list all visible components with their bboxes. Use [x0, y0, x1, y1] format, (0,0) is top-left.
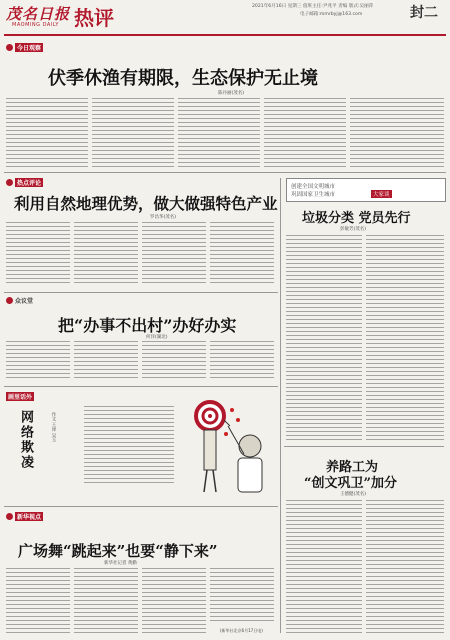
tag-dot-icon	[6, 513, 13, 520]
column-tag-xinhua: 新华视点	[6, 512, 43, 521]
article4-title-line2: “创文巩卫”加分	[304, 476, 397, 491]
article5-body-col3	[142, 568, 206, 634]
article1-body-col5	[350, 98, 444, 168]
column-divider	[280, 178, 281, 633]
article3-body-col3	[142, 341, 206, 381]
article4-body-col2	[366, 500, 444, 636]
sidebar-header-line1: 创建全国文明城市	[291, 184, 336, 190]
column-tag-cartoon: 画里话外	[8, 394, 33, 401]
newspaper-logo-en: MAOMING DAILY	[12, 22, 59, 28]
article3-body-col2	[74, 341, 138, 381]
article1-body-col1	[6, 98, 88, 168]
tag-dot-icon	[6, 297, 13, 304]
article3-body-col1	[6, 341, 70, 381]
sidebar-body-col2	[366, 235, 444, 440]
divider	[4, 292, 278, 293]
article1-title: 伏季休渔有期限，生态保护无止境	[48, 68, 318, 89]
article5-body-col4	[210, 568, 274, 624]
column-tag-discussion: 众议堂	[6, 296, 33, 305]
column-tag-today-view: 今日观察	[6, 43, 43, 52]
article5-title: 广场舞“跳起来”也要“静下来”	[18, 542, 218, 560]
article4-title-line1: 养路工为	[326, 460, 379, 475]
contact-email: 电子邮箱:mmrbyj@163.com	[300, 12, 363, 17]
sidebar-body-col1	[286, 235, 362, 440]
article1-body-col3	[178, 98, 260, 168]
article5-body-col1	[6, 568, 70, 634]
column-tag-hot-comment: 热点评论	[6, 178, 43, 187]
tag-dot-icon	[6, 44, 13, 51]
masthead-rule	[4, 34, 446, 36]
article4-byline: 王德健(茂名)	[340, 492, 367, 497]
article5-byline: 新华社记者 黄勤	[104, 561, 137, 566]
article2-byline: 罗昌华(茂名)	[150, 215, 177, 220]
article1-byline: 陈丹丽(茂名)	[218, 91, 245, 96]
article1-body-col2	[92, 98, 174, 168]
article2-body-col2	[74, 222, 138, 286]
attacker-body	[238, 458, 262, 492]
newspaper-logo: 茂名日报	[6, 5, 71, 23]
issue-info: 2021年6月16日 星期三 值班主任:尹兆平 责编 版式:吴丽萍	[252, 4, 374, 9]
article4-body-col1	[286, 500, 362, 636]
divider	[4, 386, 278, 387]
article2-body-col3	[142, 222, 206, 286]
article2-body-col1	[6, 222, 70, 286]
sidebar-title: 垃圾分类 党员先行	[302, 211, 411, 226]
cartoon-caption-text	[84, 406, 174, 486]
sidebar-byline: 彭敏芳(茂名)	[340, 227, 367, 232]
divider	[284, 446, 444, 447]
sidebar-header-line2: 巩固国家卫生城市	[291, 192, 336, 198]
sidebar-header-badge: 大家谈	[373, 192, 390, 198]
cartoon-credit: 作文 王铎 吴玉	[51, 412, 56, 442]
article3-byline: 何洋(湖北)	[146, 335, 168, 340]
divider	[4, 172, 446, 173]
cartoon-title: 网络欺凌	[18, 410, 33, 470]
sidebar-header	[286, 178, 446, 202]
article1-body-col4	[264, 98, 346, 168]
article2-title: 利用自然地理优势，做大做强特色产业	[14, 194, 278, 213]
attacker-head	[239, 435, 261, 457]
divider	[4, 506, 278, 507]
article5-footnote: (新华社北京6月17日电)	[220, 628, 263, 633]
article5-body-col2	[74, 568, 138, 634]
figure-body	[204, 430, 216, 470]
page-label: 封二	[410, 5, 438, 21]
article3-title: 把“办事不出村”办好办实	[58, 316, 237, 335]
section-title: 热评	[74, 6, 114, 30]
article3-body-col4	[210, 341, 274, 381]
article2-body-col4	[210, 222, 274, 286]
cartoon-illustration	[178, 392, 278, 502]
tag-dot-icon	[6, 179, 13, 186]
